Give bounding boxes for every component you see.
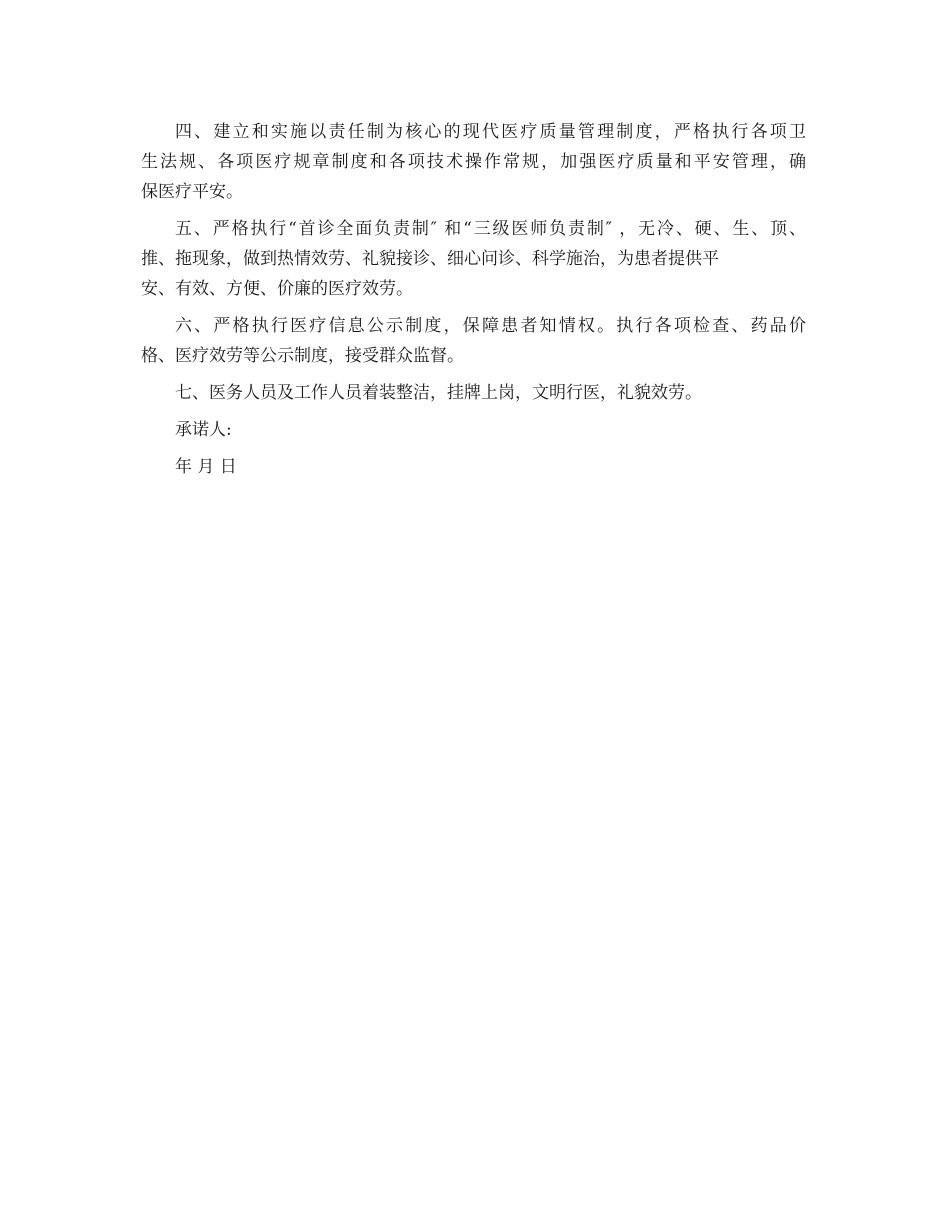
paragraph-line: 推、拖现象，做到热情效劳、礼貌接诊、细心问诊、科学施治，为患者提供平 xyxy=(141,249,719,269)
paragraph-line: 七、医务人员及工作人员着装整洁，挂牌上岗，文明行医，礼貌效劳。 xyxy=(175,383,702,403)
paragraph-line: 四、建立和实施以责任制为核心的现代医疗质量管理制度，严格执行各项卫 xyxy=(175,122,806,142)
paragraph-line: 六、严格执行医疗信息公示制度，保障患者知情权。执行各项检查、药品价 xyxy=(175,316,806,336)
signature-block xyxy=(141,415,806,445)
paragraph-line: 生法规、各项医疗规章制度和各项技术操作常规，加强医疗质量和平安管理，确 xyxy=(141,152,806,172)
paragraph-item-6 xyxy=(141,311,806,371)
paragraph-line: 安、有效、方便、价廉的医疗效劳。 xyxy=(141,279,413,299)
paragraph-line: 格、医疗效劳等公示制度，接受群众监督。 xyxy=(141,346,464,366)
paragraph-line: 五、严格执行“首诊全面负责制″ 和“三级医师负责制″ ，无冷、硬、生、顶、 xyxy=(175,219,806,239)
paragraph-item-7 xyxy=(141,378,806,408)
paragraph-item-5 xyxy=(141,214,806,304)
paragraph-line: 保医疗平安。 xyxy=(141,182,243,202)
paragraph-item-4 xyxy=(141,117,806,207)
document-body xyxy=(141,117,806,489)
signature-label: 承诺人: xyxy=(175,420,232,440)
date-label: 年 月 日 xyxy=(175,457,237,477)
date-block xyxy=(141,452,806,482)
